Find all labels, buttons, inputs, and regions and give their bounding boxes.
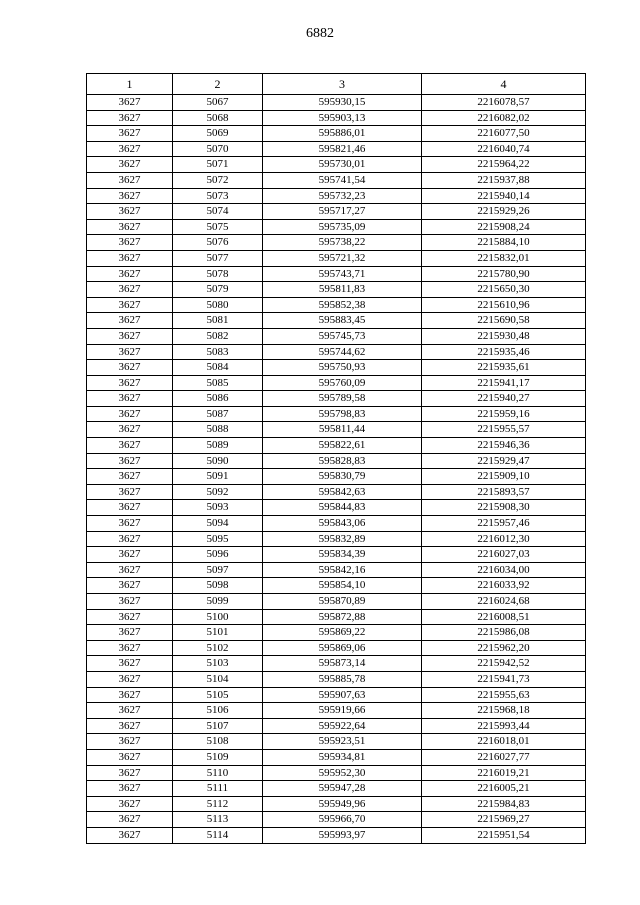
table-row bbox=[87, 531, 586, 547]
table-cell-col-2: 5071 bbox=[173, 157, 263, 173]
table-cell-col-2: 5114 bbox=[173, 827, 263, 843]
table-cell-col-3: 595873,14 bbox=[263, 656, 422, 672]
table-cell-col-3: 595842,16 bbox=[263, 562, 422, 578]
table-cell-col-3: 595732,23 bbox=[263, 188, 422, 204]
table-cell-col-4: 2215832,01 bbox=[422, 250, 586, 266]
table-row bbox=[87, 313, 586, 329]
table-row bbox=[87, 500, 586, 516]
table-row bbox=[87, 812, 586, 828]
table-cell-col-1: 3627 bbox=[87, 375, 173, 391]
table-cell-col-1: 3627 bbox=[87, 703, 173, 719]
table-cell-col-3: 595993,97 bbox=[263, 827, 422, 843]
table-row bbox=[87, 266, 586, 282]
table-cell-col-2: 5088 bbox=[173, 422, 263, 438]
table-cell-col-2: 5072 bbox=[173, 172, 263, 188]
table-row bbox=[87, 516, 586, 532]
table-row bbox=[87, 765, 586, 781]
table-cell-col-3: 595844,83 bbox=[263, 500, 422, 516]
table-cell-col-1: 3627 bbox=[87, 781, 173, 797]
table-cell-col-1: 3627 bbox=[87, 749, 173, 765]
table-cell-col-3: 595811,83 bbox=[263, 282, 422, 298]
table-row bbox=[87, 391, 586, 407]
table-row bbox=[87, 360, 586, 376]
table-row bbox=[87, 547, 586, 563]
table-cell-col-2: 5096 bbox=[173, 547, 263, 563]
table-cell-col-3: 595828,83 bbox=[263, 453, 422, 469]
table-row bbox=[87, 703, 586, 719]
table-cell-col-4: 2216027,03 bbox=[422, 547, 586, 563]
table-cell-col-4: 2216019,21 bbox=[422, 765, 586, 781]
page-number: 6882 bbox=[306, 26, 334, 41]
table-cell-col-4: 2216012,30 bbox=[422, 531, 586, 547]
table-row bbox=[87, 671, 586, 687]
table-row bbox=[87, 219, 586, 235]
table-cell-col-4: 2215962,20 bbox=[422, 640, 586, 656]
table-cell-col-4: 2215929,26 bbox=[422, 204, 586, 220]
table-cell-col-4: 2215968,18 bbox=[422, 703, 586, 719]
table-cell-col-3: 595730,01 bbox=[263, 157, 422, 173]
table-cell-col-1: 3627 bbox=[87, 578, 173, 594]
table-cell-col-2: 5110 bbox=[173, 765, 263, 781]
table-cell-col-4: 2215959,16 bbox=[422, 406, 586, 422]
table-cell-col-4: 2215929,47 bbox=[422, 453, 586, 469]
table-cell-col-2: 5078 bbox=[173, 266, 263, 282]
table-row bbox=[87, 95, 586, 111]
table-cell-col-2: 5104 bbox=[173, 671, 263, 687]
table-cell-col-2: 5085 bbox=[173, 375, 263, 391]
table-cell-col-4: 2215780,90 bbox=[422, 266, 586, 282]
table-cell-col-1: 3627 bbox=[87, 282, 173, 298]
table-cell-col-1: 3627 bbox=[87, 718, 173, 734]
table-row bbox=[87, 562, 586, 578]
table-cell-col-3: 595811,44 bbox=[263, 422, 422, 438]
table-cell-col-2: 5079 bbox=[173, 282, 263, 298]
table-cell-col-2: 5093 bbox=[173, 500, 263, 516]
table-row bbox=[87, 110, 586, 126]
table-row bbox=[87, 469, 586, 485]
table-cell-col-2: 5100 bbox=[173, 609, 263, 625]
table-cell-col-1: 3627 bbox=[87, 827, 173, 843]
table-cell-col-3: 595949,96 bbox=[263, 796, 422, 812]
table-row bbox=[87, 749, 586, 765]
table-cell-col-1: 3627 bbox=[87, 344, 173, 360]
table-cell-col-2: 5070 bbox=[173, 141, 263, 157]
table-cell-col-3: 595842,63 bbox=[263, 484, 422, 500]
table-row bbox=[87, 827, 586, 843]
table-row bbox=[87, 781, 586, 797]
table-row bbox=[87, 250, 586, 266]
table-row bbox=[87, 438, 586, 454]
table-cell-col-1: 3627 bbox=[87, 188, 173, 204]
table-cell-col-4: 2215941,73 bbox=[422, 671, 586, 687]
table-row bbox=[87, 640, 586, 656]
table-cell-col-2: 5090 bbox=[173, 453, 263, 469]
table-cell-col-1: 3627 bbox=[87, 594, 173, 610]
table-cell-col-1: 3627 bbox=[87, 235, 173, 251]
table-cell-col-4: 2215993,44 bbox=[422, 718, 586, 734]
table-cell-col-4: 2216078,57 bbox=[422, 95, 586, 111]
table-cell-col-4: 2216008,51 bbox=[422, 609, 586, 625]
table-row bbox=[87, 188, 586, 204]
table-cell-col-4: 2215986,08 bbox=[422, 625, 586, 641]
table-cell-col-4: 2216018,01 bbox=[422, 734, 586, 750]
table-row bbox=[87, 718, 586, 734]
table-cell-col-3: 595834,39 bbox=[263, 547, 422, 563]
table-cell-col-4: 2215930,48 bbox=[422, 328, 586, 344]
table-cell-col-1: 3627 bbox=[87, 204, 173, 220]
table-cell-col-3: 595919,66 bbox=[263, 703, 422, 719]
table-cell-col-3: 595903,13 bbox=[263, 110, 422, 126]
table-cell-col-3: 595872,88 bbox=[263, 609, 422, 625]
table-row bbox=[87, 609, 586, 625]
column-header-1: 1 bbox=[87, 74, 173, 95]
table-cell-col-2: 5089 bbox=[173, 438, 263, 454]
table-cell-col-1: 3627 bbox=[87, 687, 173, 703]
table-cell-col-4: 2215941,17 bbox=[422, 375, 586, 391]
table-cell-col-4: 2216082,02 bbox=[422, 110, 586, 126]
table-cell-col-3: 595870,89 bbox=[263, 594, 422, 610]
table-cell-col-3: 595760,09 bbox=[263, 375, 422, 391]
table-cell-col-3: 595735,09 bbox=[263, 219, 422, 235]
table-row bbox=[87, 734, 586, 750]
table-cell-col-3: 595934,81 bbox=[263, 749, 422, 765]
table-cell-col-2: 5098 bbox=[173, 578, 263, 594]
table-cell-col-4: 2216034,00 bbox=[422, 562, 586, 578]
table-cell-col-1: 3627 bbox=[87, 110, 173, 126]
table-cell-col-4: 2215951,54 bbox=[422, 827, 586, 843]
table-cell-col-1: 3627 bbox=[87, 765, 173, 781]
table-cell-col-4: 2215940,14 bbox=[422, 188, 586, 204]
table-cell-col-4: 2216040,74 bbox=[422, 141, 586, 157]
table-cell-col-1: 3627 bbox=[87, 625, 173, 641]
table-cell-col-3: 595947,28 bbox=[263, 781, 422, 797]
column-header-3: 3 bbox=[263, 74, 422, 95]
table-cell-col-3: 595830,79 bbox=[263, 469, 422, 485]
table-cell-col-4: 2215690,58 bbox=[422, 313, 586, 329]
header-row bbox=[87, 74, 586, 95]
table-cell-col-2: 5106 bbox=[173, 703, 263, 719]
table-cell-col-1: 3627 bbox=[87, 812, 173, 828]
table-cell-col-3: 595854,10 bbox=[263, 578, 422, 594]
table-cell-col-1: 3627 bbox=[87, 500, 173, 516]
table-cell-col-2: 5095 bbox=[173, 531, 263, 547]
table-cell-col-1: 3627 bbox=[87, 297, 173, 313]
table-cell-col-4: 2215909,10 bbox=[422, 469, 586, 485]
table-cell-col-1: 3627 bbox=[87, 656, 173, 672]
column-header-2: 2 bbox=[173, 74, 263, 95]
table-cell-col-3: 595907,63 bbox=[263, 687, 422, 703]
table-cell-col-2: 5103 bbox=[173, 656, 263, 672]
table-row bbox=[87, 297, 586, 313]
table-cell-col-2: 5074 bbox=[173, 204, 263, 220]
table-row bbox=[87, 172, 586, 188]
table-cell-col-2: 5086 bbox=[173, 391, 263, 407]
table-cell-col-4: 2215908,24 bbox=[422, 219, 586, 235]
table-cell-col-2: 5068 bbox=[173, 110, 263, 126]
table-cell-col-1: 3627 bbox=[87, 438, 173, 454]
table-cell-col-4: 2215610,96 bbox=[422, 297, 586, 313]
table-cell-col-1: 3627 bbox=[87, 313, 173, 329]
table-cell-col-4: 2215942,52 bbox=[422, 656, 586, 672]
table-cell-col-4: 2215964,22 bbox=[422, 157, 586, 173]
table-cell-col-2: 5094 bbox=[173, 516, 263, 532]
table-row bbox=[87, 687, 586, 703]
table-row bbox=[87, 328, 586, 344]
table-cell-col-1: 3627 bbox=[87, 250, 173, 266]
table-cell-col-4: 2215935,61 bbox=[422, 360, 586, 376]
table-row bbox=[87, 235, 586, 251]
table-cell-col-3: 595738,22 bbox=[263, 235, 422, 251]
table-cell-col-2: 5112 bbox=[173, 796, 263, 812]
table-cell-col-4: 2215957,46 bbox=[422, 516, 586, 532]
table-cell-col-2: 5080 bbox=[173, 297, 263, 313]
table-row bbox=[87, 594, 586, 610]
table-cell-col-3: 595923,51 bbox=[263, 734, 422, 750]
table-cell-col-2: 5107 bbox=[173, 718, 263, 734]
table-row bbox=[87, 625, 586, 641]
table-cell-col-4: 2215908,30 bbox=[422, 500, 586, 516]
table-row bbox=[87, 656, 586, 672]
table-cell-col-2: 5101 bbox=[173, 625, 263, 641]
column-header-4: 4 bbox=[422, 74, 586, 95]
table-cell-col-3: 595822,61 bbox=[263, 438, 422, 454]
table-cell-col-1: 3627 bbox=[87, 547, 173, 563]
table-cell-col-3: 595743,71 bbox=[263, 266, 422, 282]
table-cell-col-4: 2215650,30 bbox=[422, 282, 586, 298]
table-cell-col-2: 5111 bbox=[173, 781, 263, 797]
table-cell-col-1: 3627 bbox=[87, 531, 173, 547]
table-cell-col-3: 595789,58 bbox=[263, 391, 422, 407]
table-cell-col-1: 3627 bbox=[87, 219, 173, 235]
table-cell-col-3: 595741,54 bbox=[263, 172, 422, 188]
table-cell-col-4: 2216077,50 bbox=[422, 126, 586, 142]
table-cell-col-4: 2216024,68 bbox=[422, 594, 586, 610]
table-cell-col-3: 595885,78 bbox=[263, 671, 422, 687]
table-cell-col-3: 595798,83 bbox=[263, 406, 422, 422]
table-cell-col-2: 5092 bbox=[173, 484, 263, 500]
table-cell-col-2: 5105 bbox=[173, 687, 263, 703]
table-cell-col-4: 2215955,63 bbox=[422, 687, 586, 703]
table-cell-col-2: 5113 bbox=[173, 812, 263, 828]
table-cell-col-4: 2215940,27 bbox=[422, 391, 586, 407]
table-cell-col-2: 5083 bbox=[173, 344, 263, 360]
table-cell-col-3: 595832,89 bbox=[263, 531, 422, 547]
table-row bbox=[87, 578, 586, 594]
table-cell-col-1: 3627 bbox=[87, 141, 173, 157]
table-cell-col-1: 3627 bbox=[87, 328, 173, 344]
table-cell-col-2: 5097 bbox=[173, 562, 263, 578]
table-cell-col-1: 3627 bbox=[87, 640, 173, 656]
table-cell-col-1: 3627 bbox=[87, 671, 173, 687]
table-cell-col-3: 595745,73 bbox=[263, 328, 422, 344]
table-cell-col-3: 595952,30 bbox=[263, 765, 422, 781]
table-cell-col-4: 2216033,92 bbox=[422, 578, 586, 594]
table-cell-col-4: 2216027,77 bbox=[422, 749, 586, 765]
table-cell-col-1: 3627 bbox=[87, 422, 173, 438]
table-row bbox=[87, 282, 586, 298]
table-cell-col-1: 3627 bbox=[87, 266, 173, 282]
table-cell-col-1: 3627 bbox=[87, 391, 173, 407]
table-cell-col-3: 595843,06 bbox=[263, 516, 422, 532]
table-cell-col-1: 3627 bbox=[87, 484, 173, 500]
table-cell-col-2: 5077 bbox=[173, 250, 263, 266]
table-cell-col-3: 595869,22 bbox=[263, 625, 422, 641]
table-cell-col-2: 5073 bbox=[173, 188, 263, 204]
table-cell-col-4: 2215946,36 bbox=[422, 438, 586, 454]
table-cell-col-3: 595852,38 bbox=[263, 297, 422, 313]
table-cell-col-2: 5108 bbox=[173, 734, 263, 750]
table-cell-col-3: 595821,46 bbox=[263, 141, 422, 157]
table-row bbox=[87, 204, 586, 220]
table-cell-col-1: 3627 bbox=[87, 172, 173, 188]
table-cell-col-3: 595721,32 bbox=[263, 250, 422, 266]
table-cell-col-1: 3627 bbox=[87, 516, 173, 532]
table-row bbox=[87, 484, 586, 500]
table-cell-col-1: 3627 bbox=[87, 796, 173, 812]
table-row bbox=[87, 422, 586, 438]
table-cell-col-3: 595922,64 bbox=[263, 718, 422, 734]
table-cell-col-2: 5102 bbox=[173, 640, 263, 656]
table-row bbox=[87, 157, 586, 173]
table-cell-col-2: 5099 bbox=[173, 594, 263, 610]
table-cell-col-4: 2215935,46 bbox=[422, 344, 586, 360]
table-cell-col-3: 595750,93 bbox=[263, 360, 422, 376]
table-cell-col-1: 3627 bbox=[87, 126, 173, 142]
table-row bbox=[87, 796, 586, 812]
table-cell-col-1: 3627 bbox=[87, 469, 173, 485]
table-cell-col-4: 2216005,21 bbox=[422, 781, 586, 797]
table-cell-col-4: 2215955,57 bbox=[422, 422, 586, 438]
table-cell-col-4: 2215893,57 bbox=[422, 484, 586, 500]
table-cell-col-2: 5082 bbox=[173, 328, 263, 344]
table-cell-col-4: 2215984,83 bbox=[422, 796, 586, 812]
table-cell-col-1: 3627 bbox=[87, 609, 173, 625]
table-cell-col-1: 3627 bbox=[87, 360, 173, 376]
table-cell-col-1: 3627 bbox=[87, 734, 173, 750]
table-cell-col-2: 5084 bbox=[173, 360, 263, 376]
table-row bbox=[87, 126, 586, 142]
table-cell-col-1: 3627 bbox=[87, 157, 173, 173]
table-row bbox=[87, 344, 586, 360]
table-cell-col-3: 595883,45 bbox=[263, 313, 422, 329]
table-cell-col-2: 5075 bbox=[173, 219, 263, 235]
table-cell-col-2: 5076 bbox=[173, 235, 263, 251]
table-cell-col-2: 5081 bbox=[173, 313, 263, 329]
table-cell-col-2: 5091 bbox=[173, 469, 263, 485]
table-cell-col-2: 5109 bbox=[173, 749, 263, 765]
table-row bbox=[87, 141, 586, 157]
table-cell-col-3: 595966,70 bbox=[263, 812, 422, 828]
table-body bbox=[87, 95, 586, 844]
table-cell-col-1: 3627 bbox=[87, 406, 173, 422]
table-cell-col-3: 595869,06 bbox=[263, 640, 422, 656]
table-cell-col-3: 595886,01 bbox=[263, 126, 422, 142]
table-row bbox=[87, 375, 586, 391]
table-cell-col-2: 5069 bbox=[173, 126, 263, 142]
table-cell-col-1: 3627 bbox=[87, 562, 173, 578]
table-cell-col-3: 595717,27 bbox=[263, 204, 422, 220]
table-cell-col-4: 2215884,10 bbox=[422, 235, 586, 251]
table-row bbox=[87, 406, 586, 422]
table-cell-col-1: 3627 bbox=[87, 95, 173, 111]
coordinates-table bbox=[86, 73, 586, 844]
table-cell-col-3: 595930,15 bbox=[263, 95, 422, 111]
table-cell-col-1: 3627 bbox=[87, 453, 173, 469]
table-cell-col-4: 2215937,88 bbox=[422, 172, 586, 188]
table-cell-col-2: 5087 bbox=[173, 406, 263, 422]
table-cell-col-2: 5067 bbox=[173, 95, 263, 111]
table-cell-col-4: 2215969,27 bbox=[422, 812, 586, 828]
table-header bbox=[87, 74, 586, 95]
table-row bbox=[87, 453, 586, 469]
table-cell-col-3: 595744,62 bbox=[263, 344, 422, 360]
